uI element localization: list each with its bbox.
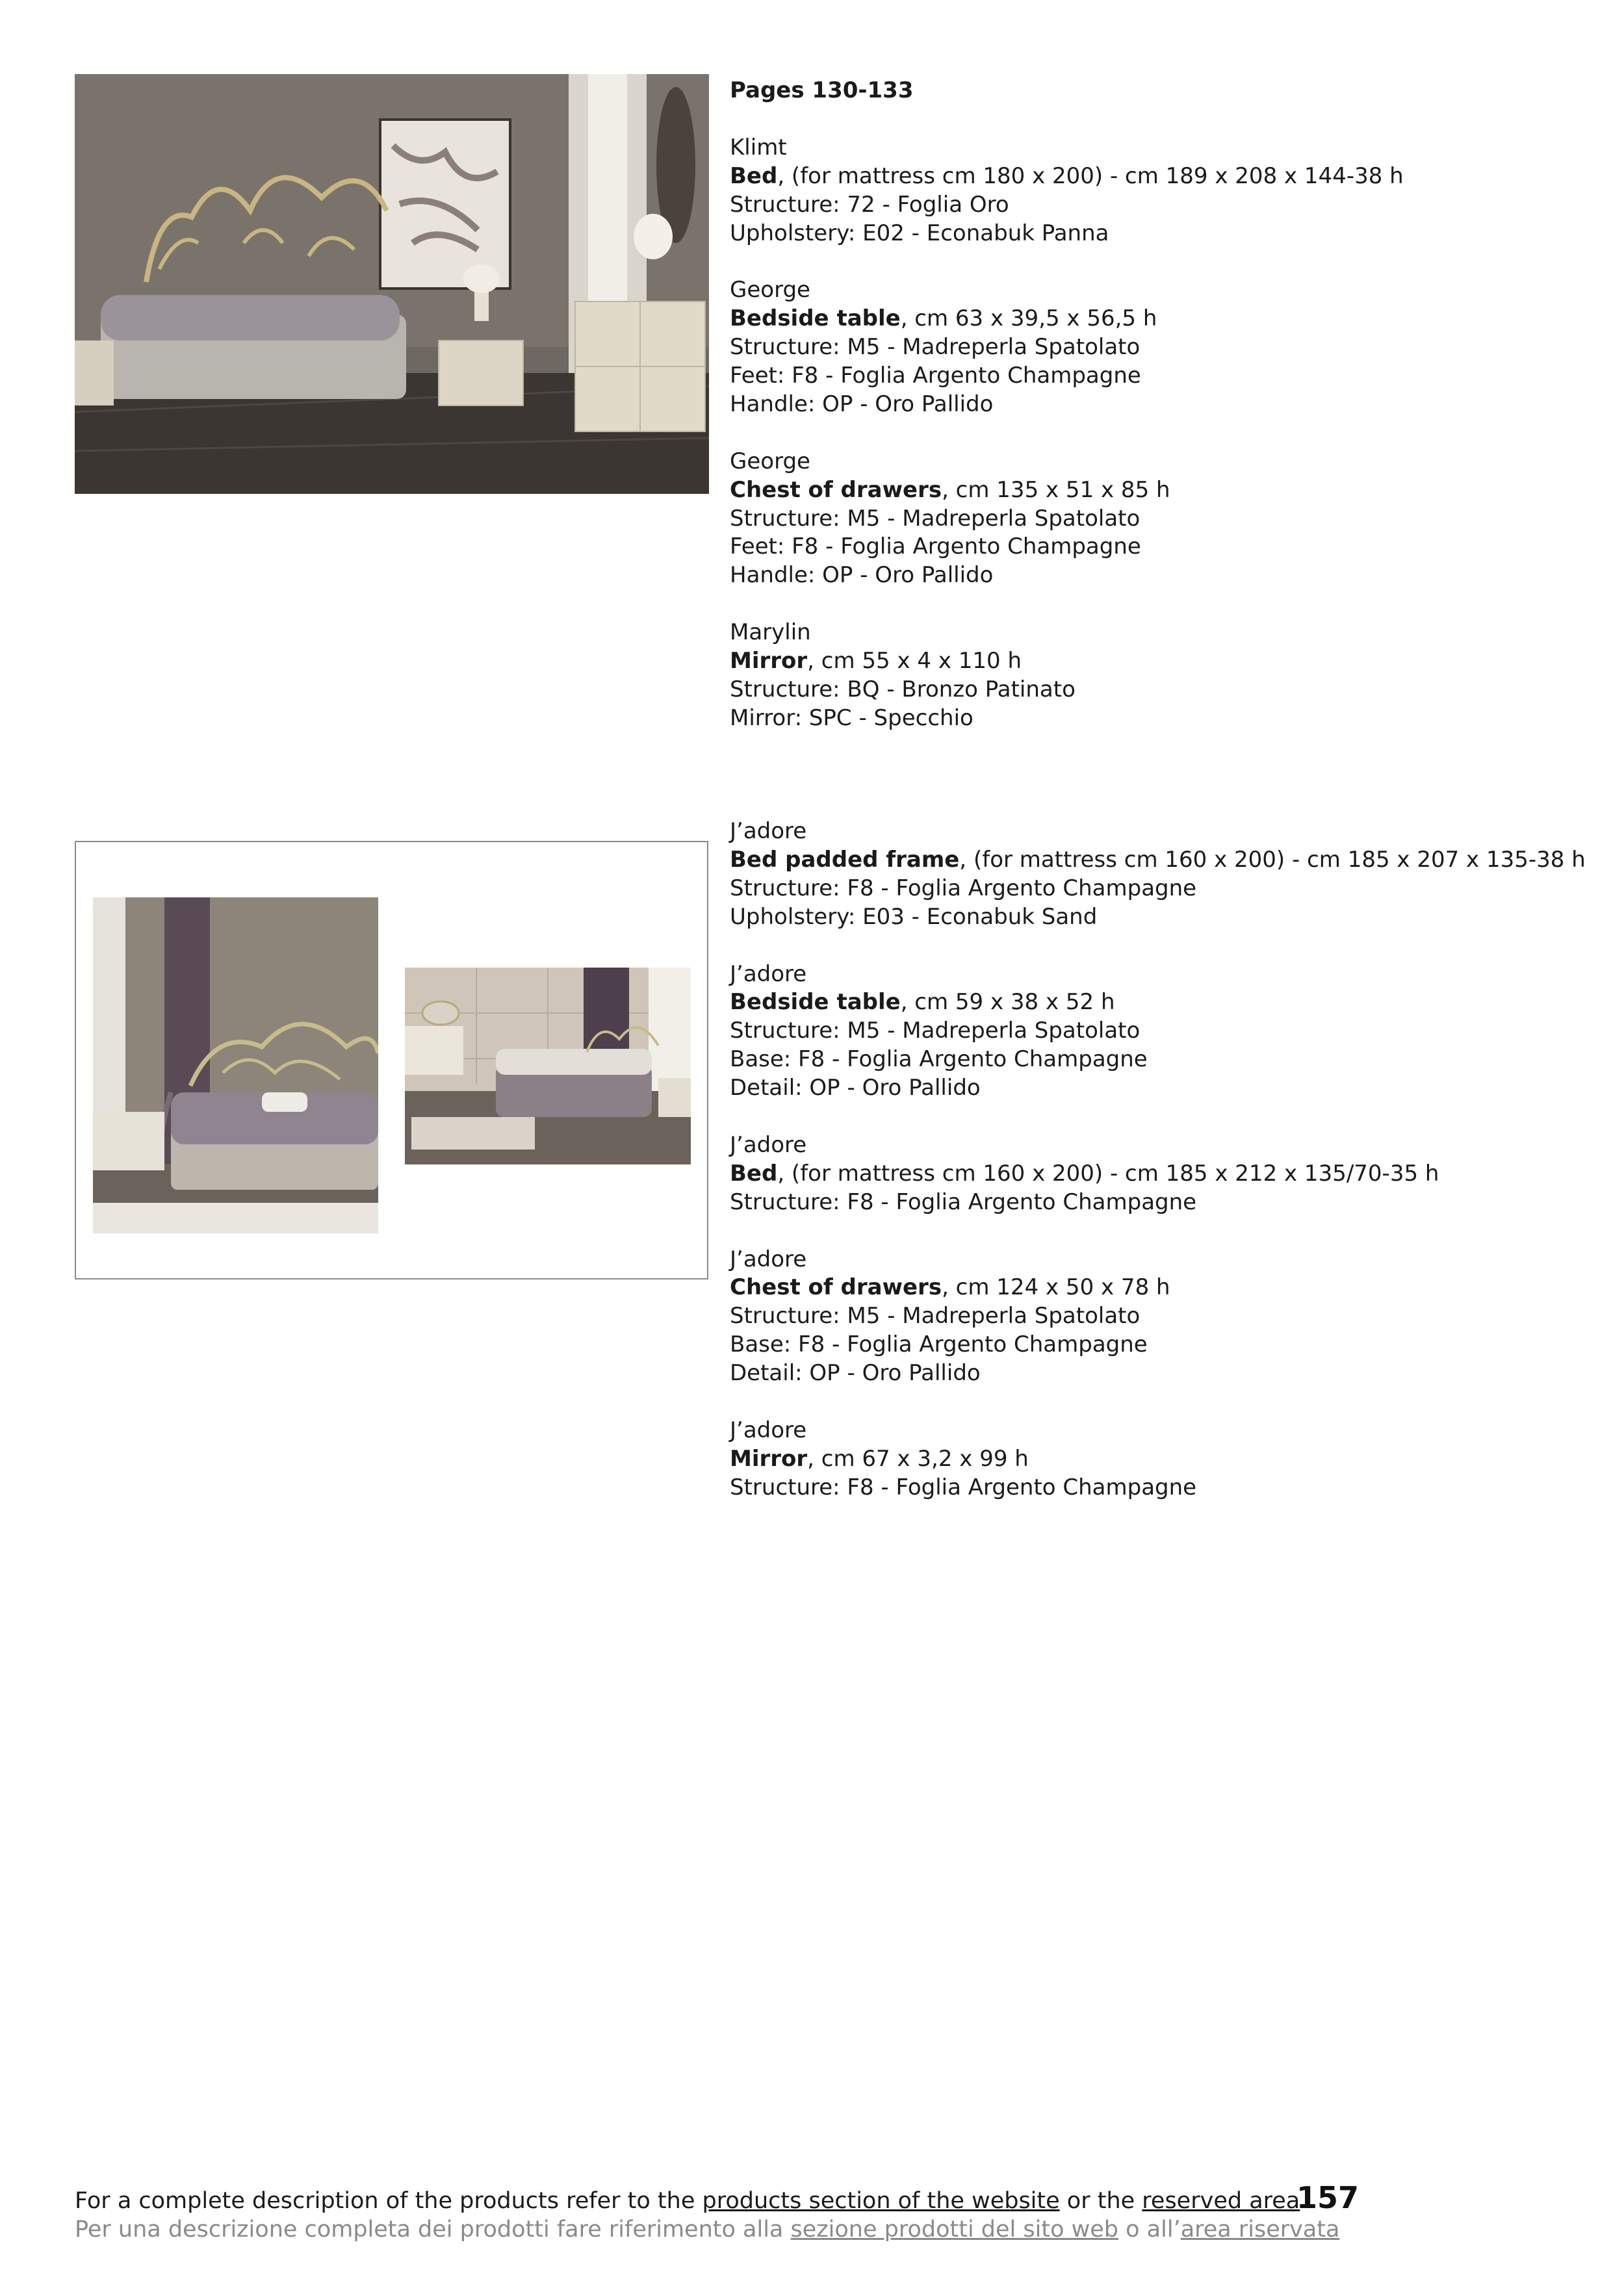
product-spec: Structure: M5 - Madreperla Spatolato	[730, 1303, 1141, 1330]
product-name: Mirror	[730, 648, 808, 675]
product-spec: Mirror: SPC - Specchio	[730, 704, 973, 731]
sezione-prodotti-link[interactable]: sezione prodotti del sito web	[790, 2217, 1119, 2243]
product-spec: Feet: F8 - Foglia Argento Champagne	[730, 363, 1141, 389]
product-spec: Structure: F8 - Foglia Argento Champagne	[730, 1189, 1197, 1215]
footer-text: For a complete description of the products refer to the	[75, 2188, 702, 2214]
product-model: J’adore	[730, 960, 807, 987]
product-spec: Upholstery: E03 - Econabuk Sand	[730, 903, 1098, 930]
product-dimensions: , cm 135 x 51 x 85 h	[942, 476, 1170, 503]
klimt-bedroom-photo	[75, 74, 709, 494]
product-dimensions: , cm 67 x 3,2 x 99 h	[807, 1445, 1029, 1472]
footer-text: Per una descrizione completa dei prodotti fare riferimento alla	[75, 2217, 791, 2243]
product-name: Chest of drawers	[730, 1274, 942, 1301]
product-model: J’adore	[730, 1246, 807, 1272]
product-name: Mirror	[730, 1445, 808, 1472]
product-entry	[730, 448, 1575, 591]
product-dimensions: , cm 124 x 50 x 78 h	[942, 1274, 1170, 1301]
product-dimensions: , (for mattress cm 160 x 200) - cm 185 x 212 x 135/70-35 h	[777, 1160, 1439, 1187]
product-model: George	[730, 448, 810, 474]
reserved-area-link[interactable]: reserved area	[1142, 2188, 1300, 2214]
product-name: Bed padded frame	[730, 846, 960, 873]
product-model: George	[730, 277, 810, 303]
product-dimensions: , cm 59 x 38 x 52 h	[900, 989, 1115, 1016]
products-section-link[interactable]: products section of the website	[702, 2188, 1060, 2214]
product-spec: Structure: BQ - Bronzo Patinato	[730, 676, 1076, 702]
product-spec: Detail: OP - Oro Pallido	[730, 1360, 981, 1387]
product-entry	[730, 134, 1575, 248]
product-model: J’adore	[730, 1131, 807, 1158]
product-entry	[730, 1246, 1575, 1389]
product-name: Bedside table	[730, 305, 901, 332]
product-entry	[730, 276, 1575, 419]
product-spec: Upholstery: E02 - Econabuk Panna	[730, 220, 1109, 246]
area-riservata-link[interactable]: area riservata	[1180, 2217, 1340, 2243]
product-spec: Base: F8 - Foglia Argento Champagne	[730, 1331, 1148, 1358]
footer-text: o all’	[1118, 2217, 1181, 2243]
product-spec: Structure: M5 - Madreperla Spatolato	[730, 334, 1141, 361]
product-dimensions: , cm 55 x 4 x 110 h	[807, 648, 1022, 675]
product-spec: Detail: OP - Oro Pallido	[730, 1075, 981, 1101]
product-spec: Handle: OP - Oro Pallido	[730, 562, 994, 589]
product-model: Klimt	[730, 134, 787, 161]
jadore-bedroom-wide-photo	[405, 968, 691, 1164]
product-name: Bed	[730, 1160, 778, 1187]
product-model: Marylin	[730, 619, 811, 646]
product-model: J’adore	[730, 1417, 807, 1443]
product-dimensions: , (for mattress cm 180 x 200) - cm 189 x 208 x 144-38 h	[777, 162, 1404, 189]
product-list-section-1	[730, 77, 1575, 733]
product-spec: Structure: F8 - Foglia Argento Champagne	[730, 875, 1197, 901]
product-name: Chest of drawers	[730, 476, 942, 503]
product-spec: Structure: M5 - Madreperla Spatolato	[730, 1018, 1141, 1044]
product-entry	[730, 619, 1575, 733]
page-number: 157	[1296, 2180, 1360, 2215]
product-spec: Structure: F8 - Foglia Argento Champagne	[730, 1474, 1197, 1500]
footer-text: or the	[1059, 2188, 1142, 2214]
product-entry	[730, 1131, 1575, 1217]
product-name: Bedside table	[730, 989, 901, 1016]
product-list-section-2	[730, 817, 1586, 1502]
product-entry	[730, 960, 1575, 1103]
product-dimensions: , cm 63 x 39,5 x 56,5 h	[900, 305, 1157, 332]
product-name: Bed	[730, 162, 778, 189]
product-dimensions: , (for mattress cm 160 x 200) - cm 185 x 207 x 135-38 h	[959, 846, 1586, 873]
product-entry	[730, 817, 1586, 932]
product-spec: Base: F8 - Foglia Argento Champagne	[730, 1046, 1148, 1073]
footer-english	[75, 2187, 1309, 2215]
jadore-bed-closeup-photo	[93, 897, 378, 1233]
product-entry	[730, 1417, 1575, 1502]
product-spec: Structure: 72 - Foglia Oro	[730, 191, 1009, 218]
footer-italian	[75, 2215, 1340, 2244]
product-spec: Structure: M5 - Madreperla Spatolato	[730, 505, 1141, 532]
product-model: J’adore	[730, 818, 807, 844]
pages-header: Pages 130-133	[730, 77, 914, 103]
product-spec: Feet: F8 - Foglia Argento Champagne	[730, 533, 1141, 560]
product-spec: Handle: OP - Oro Pallido	[730, 391, 994, 417]
